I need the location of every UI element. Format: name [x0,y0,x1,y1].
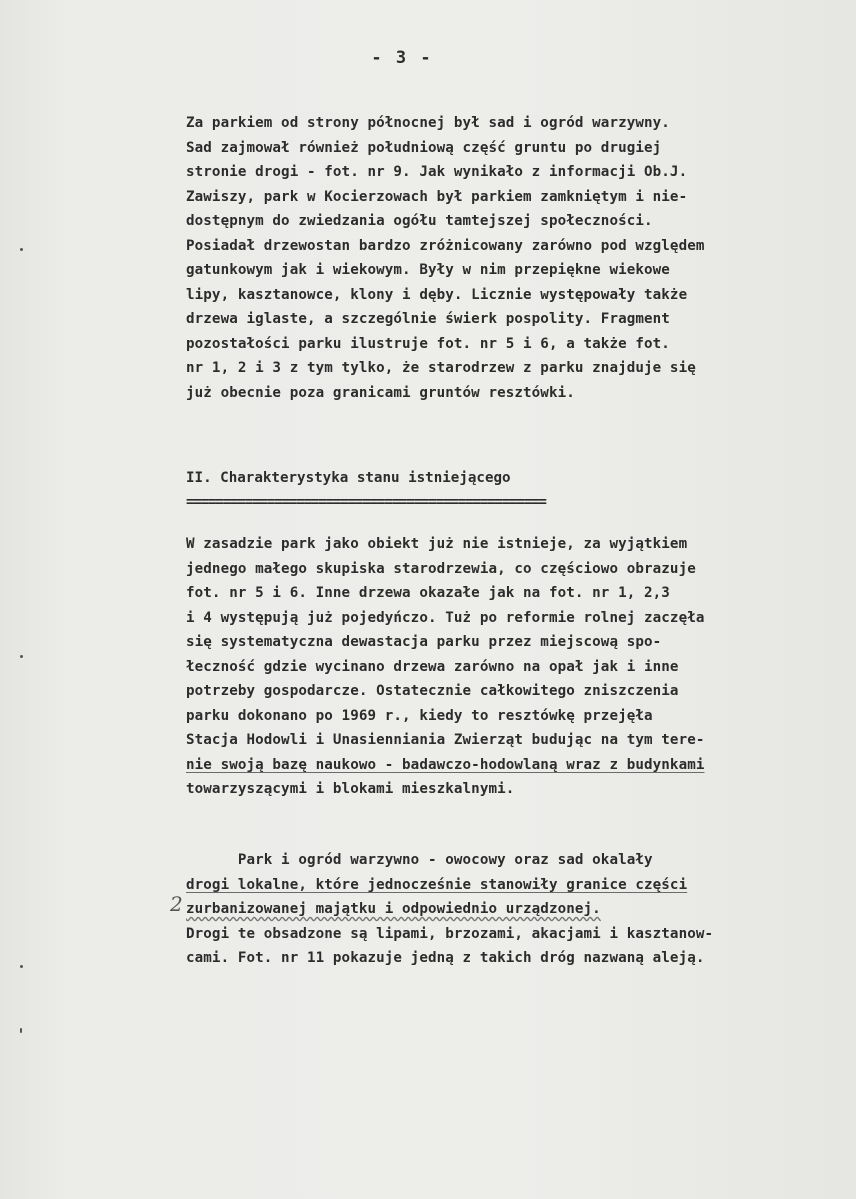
text-line: drogi lokalne, które jednocześnie stanowiły granice części [186,876,688,893]
text-line: cami. Fot. nr 11 pokazuje jedną z takich dróg nazwaną aleją. [186,950,705,966]
margin-dot [20,1028,22,1033]
paragraph-1 [186,111,846,405]
text-line: gatunkowym jak i wiekowym. Były w nim przepiękne wiekowe [186,262,670,278]
section-rule: ================================================= [186,494,546,510]
text-line: Za parkiem od strony północnej był sad i ogród warzywny. [186,115,670,131]
text-line: Drogi te obsadzone są lipami, brzozami, akacjami i kasztanow- [186,925,714,942]
text-line: Stacja Hodowli i Unasienniania Zwierząt budując na tym tere- [186,732,705,748]
text-line: fot. nr 5 i 6. Inne drzewa okazałe jak na fot. nr 1, 2,3 [186,585,670,601]
paragraph-2 [186,532,846,802]
text-line: Posiadał drzewostan bardzo zróżnicowany zarówno pod względem [186,237,705,254]
text-line: Park i ogród warzywno - owocowy oraz sad okalały [186,852,653,868]
page-number: - 3 - [371,48,433,68]
text-line: lipy, kasztanowce, klony i dęby. Licznie występowały także [186,286,688,303]
text-line: W zasadzie park jako obiekt już nie istnieje, za wyjątkiem [186,536,688,552]
text-line: parku dokonano po 1969 r., kiedy to resztówkę przejęła [186,707,653,724]
section-heading: II. Charakterystyka stanu istniejącego [186,470,511,486]
text-line: nie swoją bazę naukowo - badawczo-hodowlaną wraz z budynkami [186,756,705,773]
text-line: towarzyszącymi i blokami mieszkalnymi. [186,781,515,797]
text-line: łeczność gdzie wycinano drzewa zarówno na opał jak i inne [186,658,679,675]
margin-dot [20,248,23,251]
margin-dot [20,965,23,968]
text-line: Zawiszy, park w Kocierzowach był parkiem zamkniętym i nie- [186,188,688,205]
margin-dot [20,655,23,658]
text-line: już obecnie poza granicami gruntów resztówki. [186,384,575,401]
text-line: się systematyczna dewastacja parku przez miejscową spo- [186,634,662,650]
text-line: dostępnym do zwiedzania ogółu tamtejszej społeczności. [186,213,653,229]
text-line: pozostałości parku ilustruje fot. nr 5 i 6, a także fot. [186,335,670,352]
text-line: nr 1, 2 i 3 z tym tylko, że starodrzew z parku znajduje się [186,360,696,376]
text-line: jednego małego skupiska starodrzewia, co częściowo obrazuje [186,560,696,577]
text-line: drzewa iglaste, a szczególnie świerk pospolity. Fragment [186,311,670,327]
handwritten-annotation: 2 [170,892,183,916]
text-line: zurbanizowanej majątku i odpowiednio urządzonej. [186,901,601,917]
text-line: stronie drogi - fot. nr 9. Jak wynikało z informacji Ob.J. [186,164,688,180]
text-line: potrzeby gospodarcze. Ostatecznie całkowitego zniszczenia [186,683,679,699]
text-line: Sad zajmował również południową część gruntu po drugiej [186,139,662,156]
paragraph-3 [186,848,846,971]
text-line: i 4 występują już pojedyńczo. Tuż po reformie rolnej zaczęła [186,609,705,626]
